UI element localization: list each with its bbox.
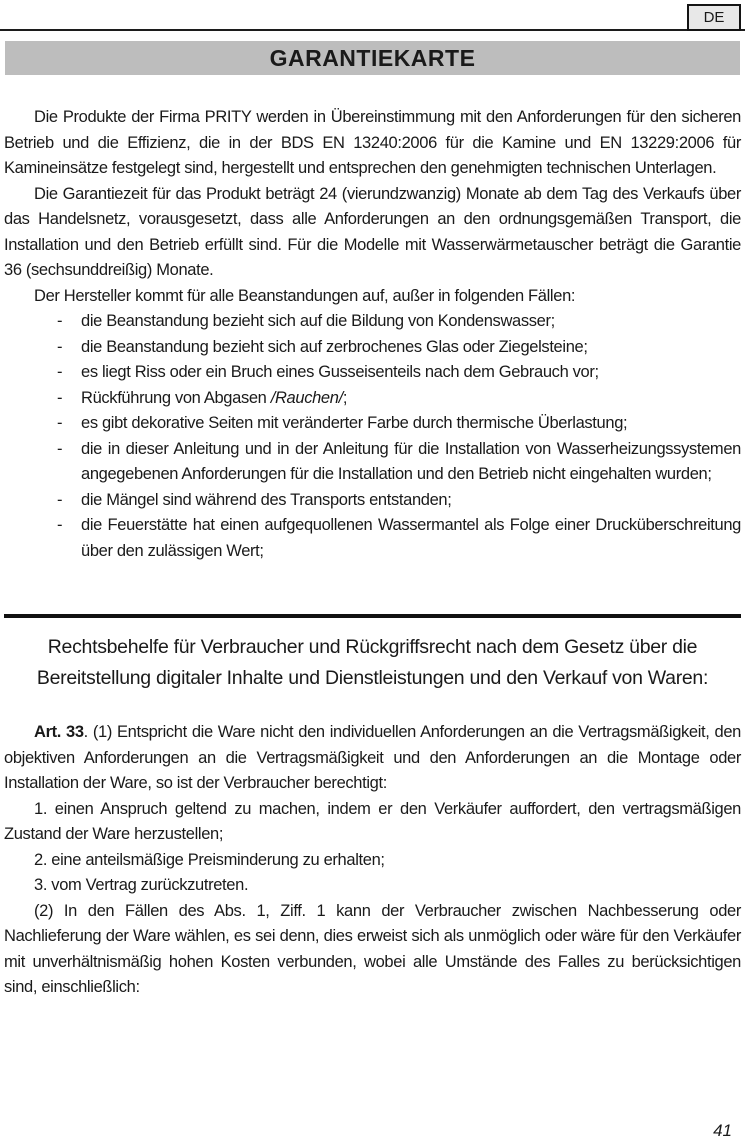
list-item-text: die in dieser Anleitung und in der Anleitung für die Installation von Wasserheizungssystemen angegebenen Anforderungen für die Installation und den Betrieb nicht eingehalten wurden;: [81, 439, 741, 483]
list-item: [57, 488, 741, 514]
section-divider-rule: [4, 614, 741, 618]
list-item-text: die Beanstandung bezieht sich auf die Bildung von Kondenswasser;: [81, 312, 555, 330]
list-item: [57, 411, 741, 437]
list-item-text: es gibt dekorative Seiten mit veränderter Farbe durch thermische Überlastung;: [81, 414, 628, 432]
language-tab-de: [687, 4, 741, 31]
list-item: [57, 513, 741, 564]
list-item-text: die Mängel sind während des Transports entstanden;: [81, 490, 452, 509]
warranty-paragraph-3: Der Hersteller kommt für alle Beanstandungen auf, außer in folgenden Fällen:: [34, 286, 576, 305]
list-item: [57, 386, 741, 412]
list-item-text: [81, 386, 741, 412]
list-item-text: es liegt Riss oder ein Bruch eines Gusseisenteils nach dem Gebrauch vor;: [81, 363, 599, 381]
list-item: [57, 309, 741, 335]
list-item: [57, 360, 741, 386]
list-item-text-pre: Rückführung von Abgasen: [81, 388, 271, 407]
warranty-paragraph-2: Die Garantiezeit für das Produkt beträgt 24 (vierundzwanzig) Monate ab dem Tag des Verkaufs über das Handelsnetz, vorausgesetzt, dass alle Anforderungen an den ordnungsgemäßen Transport, die Installation und den Betrieb erfüllt sind. Für die Modelle mit Wasserwärmetauscher beträgt die Garantie 36 (sechsunddreißig) Monate.: [4, 184, 741, 279]
document-body: [0, 75, 745, 1001]
article-33-text: . (1) Entspricht die Ware nicht den individuellen Anforderungen an die Vertragsmäßigkeit, den objektiven Anforderungen an die Vertragsmäßigkeit und den Anforderungen an die Montage oder Installation der Ware, so ist der Verbraucher berechtigt:: [4, 723, 741, 792]
list-item: [57, 437, 741, 488]
list-dash-marker: -: [57, 337, 63, 356]
list-dash-marker: -: [57, 516, 63, 534]
page-header-rule: [0, 0, 745, 31]
numbered-item-1: 1. einen Anspruch geltend zu machen, indem er den Verkäufer auffordert, den vertragsmäßigen Zustand der Ware herzustellen;: [4, 799, 741, 843]
list-dash-marker: -: [57, 414, 63, 432]
numbered-item-2: 2. eine anteilsmäßige Preisminderung zu erhalten;: [34, 850, 385, 869]
exclusion-list: [57, 309, 741, 564]
language-tab-label: DE: [703, 9, 725, 26]
list-dash-marker: -: [57, 490, 63, 509]
list-dash-marker: -: [57, 312, 63, 330]
title-banner: [5, 41, 740, 75]
legal-section-heading: Rechtsbehelfe für Verbraucher und Rückgriffsrecht nach dem Gesetz über die Bereitstellung digitaler Inhalte und Dienstleistungen und den Verkauf von Waren:: [36, 636, 709, 689]
numbered-item-3: 3. vom Vertrag zurückzutreten.: [34, 876, 249, 894]
list-item-text-post: ;: [342, 388, 348, 407]
article-33-label: Art. 33: [34, 723, 84, 741]
page-number: 41: [713, 1121, 732, 1140]
page-title: GARANTIEKARTE: [269, 44, 476, 71]
list-item-text: die Feuerstätte hat einen aufgequollenen Wassermantel als Folge einer Drucküberschreitung über den zulässigen Wert;: [81, 516, 741, 560]
list-dash-marker: -: [57, 363, 63, 381]
warranty-paragraph-1: Die Produkte der Firma PRITY werden in Übereinstimmung mit den Anforderungen für den sicheren Betrieb und die Effizienz, die in der BDS EN 13240:2006 für die Kamine und EN 13229:2006 für Kamineinsätze festgelegt sind, hergestellt und entsprechen den genehmigten technischen Unterlagen.: [4, 108, 741, 177]
list-item: [57, 335, 741, 361]
list-dash-marker: -: [57, 388, 63, 407]
list-item-text: die Beanstandung bezieht sich auf zerbrochenes Glas oder Ziegelsteine;: [81, 337, 588, 356]
legal-section-body: [4, 720, 741, 1001]
article-33-paragraph: [4, 720, 741, 797]
list-item-text-italic: /Rauchen/: [270, 388, 343, 407]
legal-paragraph-2: (2) In den Fällen des Abs. 1, Ziff. 1 kann der Verbraucher zwischen Nachbesserung oder Nachlieferung der Ware wählen, es sei denn, dies erweist sich als unmöglich oder wäre für den Verkäufer mit unverhältnismäßig hohen Kosten verbunden, wobei alle Umstände des Falles zu berücksichtigen sind, einschließlich:: [4, 901, 741, 996]
list-dash-marker: -: [57, 439, 63, 458]
